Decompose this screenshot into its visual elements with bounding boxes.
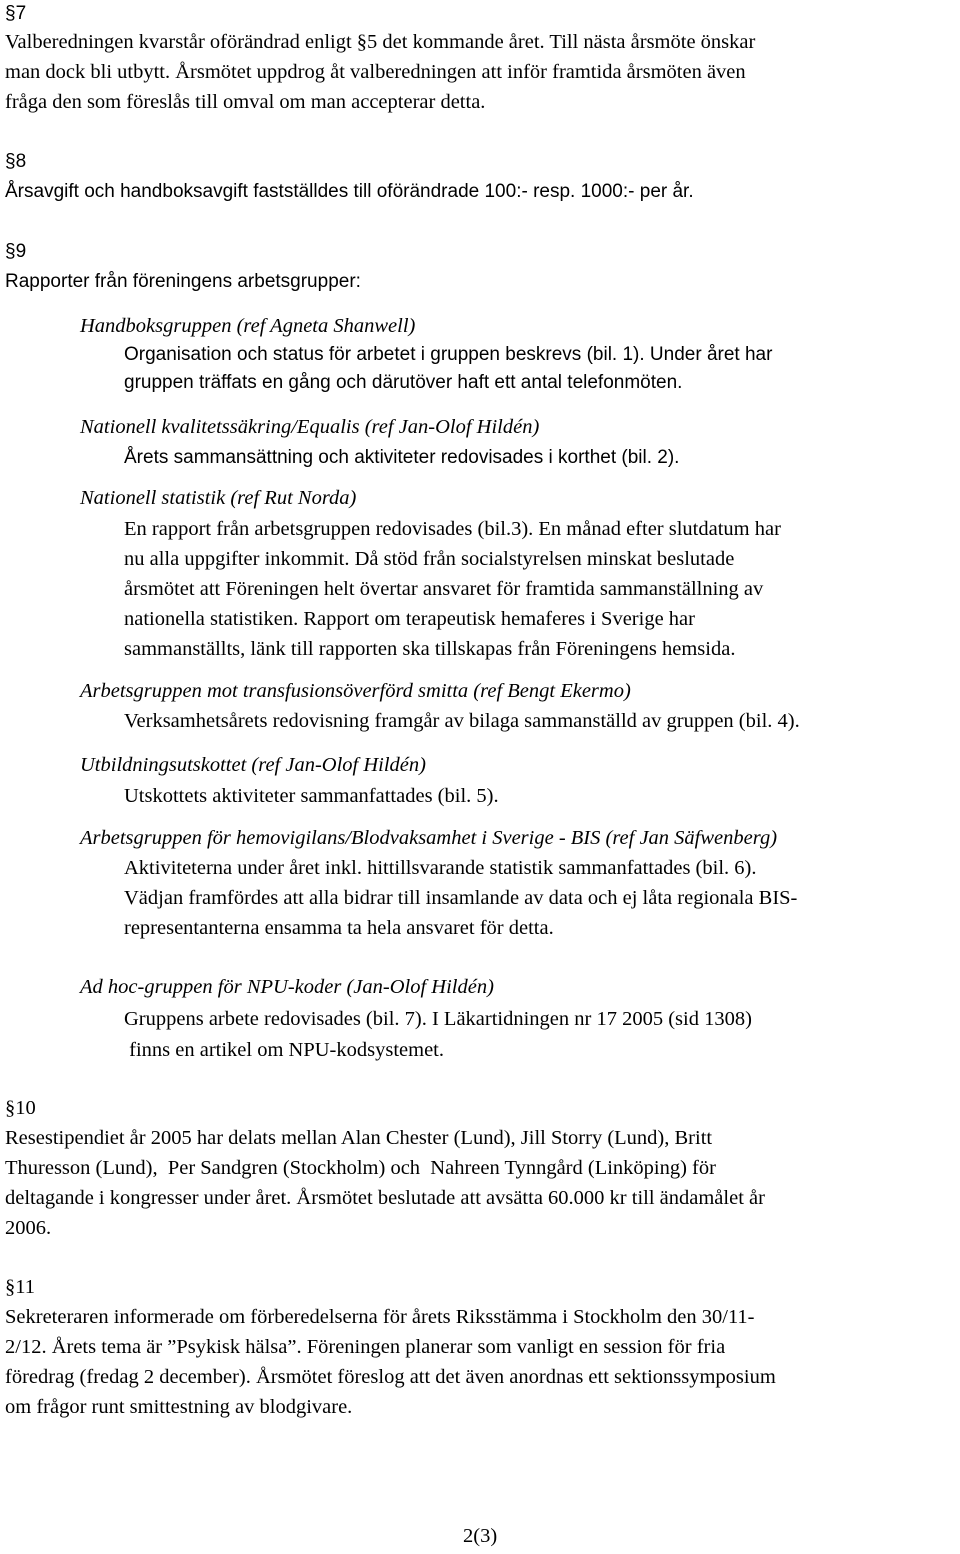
section-10-text-line: deltagande i kongresser under året. Årsmötet beslutade att avsätta 60.000 kr till ändamålet år: [5, 1187, 765, 1209]
section-8-text-line: Årsavgift och handboksavgift fastställdes till oförändrade 100:- resp. 1000:- per år.: [5, 181, 694, 202]
section-9-intro: Rapporter från föreningens arbetsgrupper:: [5, 271, 361, 292]
group-text-line: sammanställts, länk till rapporten ska tillskapas från Föreningens hemsida.: [124, 638, 736, 660]
section-10-heading: §10: [5, 1097, 36, 1119]
group-text-line: nu alla uppgifter inkommit. Då stöd från socialstyrelsen minskat beslutade: [124, 548, 735, 570]
page-number: 2(3): [463, 1525, 498, 1547]
group-title-transfusionssmitta: Arbetsgruppen mot transfusionsöverförd smitta (ref Bengt Ekermo): [80, 680, 631, 702]
section-11-text-line: Sekreteraren informerade om förberedelserna för årets Riksstämma i Stockholm den 30/11-: [5, 1306, 755, 1328]
section-11-text-line: föredrag (fredag 2 december). Årsmötet föreslog att det även anordnas ett sektionssymposium: [5, 1366, 776, 1388]
group-text-line: gruppen träffats en gång och därutöver haft ett antal telefonmöten.: [124, 372, 683, 393]
section-11-text-line: 2/12. Årets tema är ”Psykisk hälsa”. Föreningen planerar som vanligt en session för fria: [5, 1336, 726, 1358]
section-11-text-line: om frågor runt smittestning av blodgivare.: [5, 1396, 353, 1418]
section-10-text-line: Thuresson (Lund), Per Sandgren (Stockholm) och Nahreen Tynngård (Linköping) för: [5, 1157, 716, 1179]
group-text-line: Organisation och status för arbetet i gruppen beskrevs (bil. 1). Under året har: [124, 344, 773, 365]
group-title-npu-koder: Ad hoc-gruppen för NPU-koder (Jan-Olof Hildén): [80, 976, 494, 998]
group-text-line: finns en artikel om NPU-kodsystemet.: [124, 1039, 444, 1061]
group-text-line: Vädjan framfördes att alla bidrar till insamlande av data och ej låta regionala BIS-: [124, 887, 798, 909]
section-11-heading: §11: [5, 1276, 35, 1298]
group-text-line: En rapport från arbetsgruppen redovisades (bil.3). En månad efter slutdatum har: [124, 518, 781, 540]
group-title-utbildningsutskottet: Utbildningsutskottet (ref Jan-Olof Hildén): [80, 754, 426, 776]
group-title-nationell-statistik: Nationell statistik (ref Rut Norda): [80, 487, 357, 509]
section-7-text-line: man dock bli utbytt. Årsmötet uppdrog åt valberedningen att inför framtida årsmöten även: [5, 61, 746, 83]
group-title-handboksgruppen: Handboksgruppen (ref Agneta Shanwell): [80, 315, 416, 337]
group-title-kvalitetssakring: Nationell kvalitetssäkring/Equalis (ref Jan-Olof Hildén): [80, 416, 540, 438]
section-9-heading: §9: [5, 241, 27, 262]
section-10-text-line: Resestipendiet år 2005 har delats mellan Alan Chester (Lund), Jill Storry (Lund), Britt: [5, 1127, 713, 1149]
group-text-line: Årets sammansättning och aktiviteter redovisades i korthet (bil. 2).: [124, 447, 680, 468]
group-text-line: Gruppens arbete redovisades (bil. 7). I Läkartidningen nr 17 2005 (sid 1308): [124, 1008, 752, 1030]
group-text-line: Utskottets aktiviteter sammanfattades (bil. 5).: [124, 785, 499, 807]
group-text-line: Aktiviteterna under året inkl. hittillsvarande statistik sammanfattades (bil. 6).: [124, 857, 757, 879]
section-7-text-line: Valberedningen kvarstår oförändrad enligt §5 det kommande året. Till nästa årsmöte önskar: [5, 31, 756, 53]
group-text-line: representanterna ensamma ta hela ansvaret för detta.: [124, 917, 554, 939]
group-title-hemovigilans: Arbetsgruppen för hemovigilans/Blodvaksamhet i Sverige - BIS (ref Jan Säfwenberg): [80, 827, 778, 849]
group-text-line: årsmötet att Föreningen helt övertar ansvaret för framtida sammanställning av: [124, 578, 764, 600]
section-10-text-line: 2006.: [5, 1217, 52, 1239]
section-8-heading: §8: [5, 151, 27, 172]
section-7-heading: §7: [5, 3, 27, 24]
group-text-line: nationella statistiken. Rapport om terapeutisk hemaferes i Sverige har: [124, 608, 695, 630]
group-text-line: Verksamhetsårets redovisning framgår av bilaga sammanställd av gruppen (bil. 4).: [124, 710, 800, 732]
section-7-text-line: fråga den som föreslås till omval om man accepterar detta.: [5, 91, 486, 113]
